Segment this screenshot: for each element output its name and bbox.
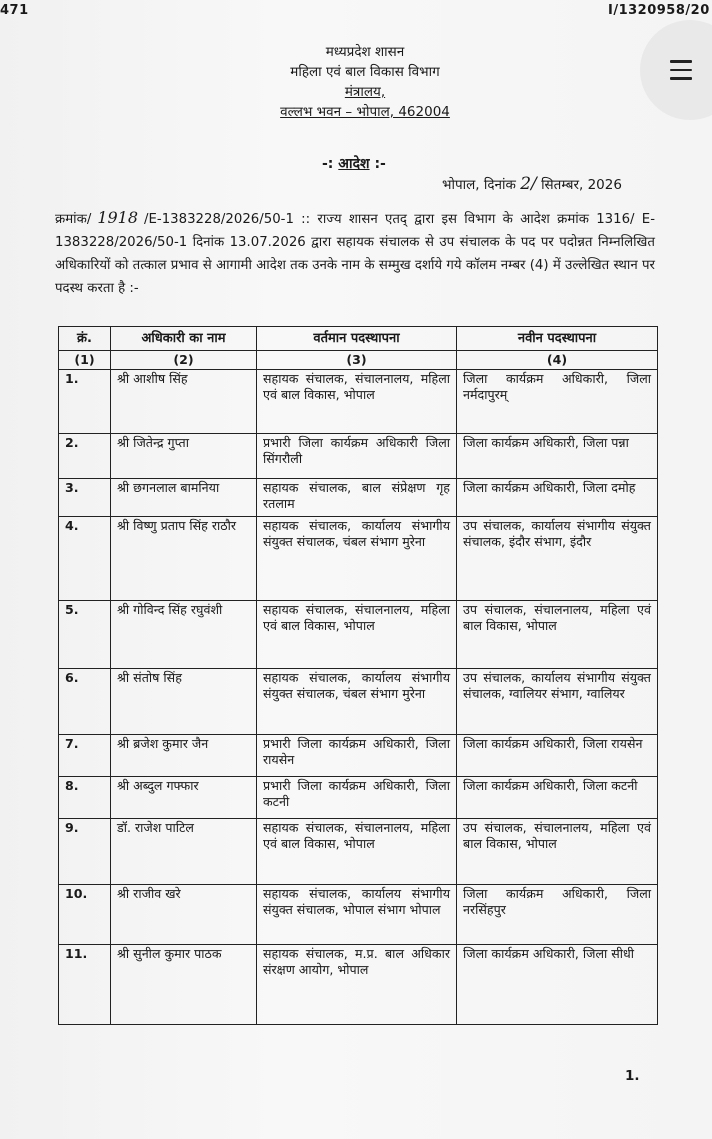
row-current-posting: प्रभारी जिला कार्यक्रम अधिकारी, जिला कटनी [257, 777, 457, 819]
table-row [59, 885, 658, 945]
row-current-posting: सहायक संचालक, म.प्र. बाल अधिकार संरक्षण आयोग, भोपाल [257, 945, 457, 1025]
posting-table [58, 326, 658, 1025]
row-officer-name: श्री आशीष सिंह [111, 370, 257, 434]
row-current-posting: सहायक संचालक, कार्यालय संभागीय संयुक्त संचालक, चंबल संभाग मुरेना [257, 517, 457, 601]
row-officer-name: श्री जितेन्द्र गुप्ता [111, 434, 257, 479]
corner-ref-right: I/1320958/20 [608, 3, 710, 18]
row-officer-name: श्री विष्णु प्रताप सिंह राठौर [111, 517, 257, 601]
row-officer-name: श्री ब्रजेश कुमार जैन [111, 735, 257, 777]
row-serial: 1. [59, 370, 111, 434]
row-officer-name: डॉ. राजेश पाटिल [111, 819, 257, 885]
order-number-label: क्रमांक/ [55, 212, 92, 227]
row-officer-name: श्री संतोष सिंह [111, 669, 257, 735]
row-serial: 7. [59, 735, 111, 777]
letterhead-ministry: मंत्रालय, [344, 84, 386, 100]
row-current-posting: सहायक संचालक, कार्यालय संभागीय संयुक्त संचालक, चंबल संभाग मुरेना [257, 669, 457, 735]
row-current-posting: सहायक संचालक, संचालनालय, महिला एवं बाल विकास, भोपाल [257, 601, 457, 669]
order-title-text: आदेश [338, 156, 370, 172]
table-row [59, 479, 658, 517]
order-title [322, 154, 386, 173]
row-officer-name: श्री सुनील कुमार पाठक [111, 945, 257, 1025]
column-number-row [59, 351, 658, 370]
row-new-posting: जिला कार्यक्रम अधिकारी, जिला सीधी [457, 945, 658, 1025]
row-new-posting: जिला कार्यक्रम अधिकारी, जिला पन्ना [457, 434, 658, 479]
header-current-posting: वर्तमान पदस्थापना [257, 327, 457, 351]
row-current-posting: प्रभारी जिला कार्यक्रम अधिकारी जिला सिंगरौली [257, 434, 457, 479]
table-row [59, 669, 658, 735]
handwritten-order-number: 1918 [97, 208, 139, 227]
corner-ref-left: 471 [0, 3, 29, 18]
letterhead [200, 42, 530, 122]
row-new-posting: उप संचालक, संचालनालय, महिला एवं बाल विकास, भोपाल [457, 819, 658, 885]
row-officer-name: श्री अब्दुल गफ्फार [111, 777, 257, 819]
table-row [59, 434, 658, 479]
table-row [59, 945, 658, 1025]
letterhead-address: वल्लभ भवन – भोपाल, 462004 [280, 104, 450, 120]
header-officer-name: अधिकारी का नाम [111, 327, 257, 351]
row-new-posting: उप संचालक, कार्यालय संभागीय संयुक्त संचालक, इंदौर संभाग, इंदौर [457, 517, 658, 601]
table-header-row [59, 327, 658, 351]
order-body-text: /E-1383228/2026/50-1 :: राज्य शासन एतद् द्वारा इस विभाग के आदेश क्रमांक 1316/ E-1383228/2026/50-1 दिनांक 13.07.2026 द्वारा सहायक संचालक से उप संचालक के पद पर पदोन्नत निम्नलिखित अधिकारियों को तत्काल प्रभाव से आगामी आदेश तक उनके नाम के सम्मुख दर्शाये गये कॉलम नम्बर (4) में उल्लेखित स्थान पर पदस्थ करता है :- [55, 212, 655, 296]
col-number-4: (4) [457, 351, 658, 370]
table-row [59, 601, 658, 669]
row-serial: 2. [59, 434, 111, 479]
row-officer-name: श्री छगनलाल बामनिया [111, 479, 257, 517]
row-current-posting: सहायक संचालक, कार्यालय संभागीय संयुक्त संचालक, भोपाल संभाग भोपाल [257, 885, 457, 945]
row-serial: 11. [59, 945, 111, 1025]
row-current-posting: सहायक संचालक, संचालनालय, महिला एवं बाल विकास, भोपाल [257, 370, 457, 434]
table-row [59, 517, 658, 601]
row-serial: 9. [59, 819, 111, 885]
header-new-posting: नवीन पदस्थापना [457, 327, 658, 351]
date-prefix: भोपाल, दिनांक [442, 177, 516, 193]
order-paragraph [55, 206, 655, 300]
row-new-posting: जिला कार्यक्रम अधिकारी, जिला दमोह [457, 479, 658, 517]
row-serial: 5. [59, 601, 111, 669]
row-officer-name: श्री राजीव खरे [111, 885, 257, 945]
date-suffix: सितम्बर, 2026 [541, 177, 622, 193]
col-number-1: (1) [59, 351, 111, 370]
table-row [59, 819, 658, 885]
row-new-posting: जिला कार्यक्रम अधिकारी, जिला रायसेन [457, 735, 658, 777]
row-serial: 10. [59, 885, 111, 945]
row-new-posting: जिला कार्यक्रम अधिकारी, जिला नर्मदापुरम् [457, 370, 658, 434]
letterhead-department: महिला एवं बाल विकास विभाग [290, 64, 440, 80]
order-date [442, 174, 622, 194]
page-number: 1. [625, 1068, 640, 1084]
hamburger-menu-icon[interactable] [670, 60, 692, 80]
row-serial: 6. [59, 669, 111, 735]
row-current-posting: प्रभारी जिला कार्यक्रम अधिकारी, जिला रायसेन [257, 735, 457, 777]
row-current-posting: सहायक संचालक, बाल संप्रेक्षण गृह रतलाम [257, 479, 457, 517]
row-current-posting: सहायक संचालक, संचालनालय, महिला एवं बाल विकास, भोपाल [257, 819, 457, 885]
row-serial: 4. [59, 517, 111, 601]
col-number-2: (2) [111, 351, 257, 370]
row-new-posting: जिला कार्यक्रम अधिकारी, जिला नरसिंहपुर [457, 885, 658, 945]
table-row [59, 777, 658, 819]
col-number-3: (3) [257, 351, 457, 370]
table-row [59, 370, 658, 434]
table-row [59, 735, 658, 777]
row-serial: 3. [59, 479, 111, 517]
row-new-posting: जिला कार्यक्रम अधिकारी, जिला कटनी [457, 777, 658, 819]
row-officer-name: श्री गोविन्द सिंह रघुवंशी [111, 601, 257, 669]
row-serial: 8. [59, 777, 111, 819]
handwritten-date: 2/ [520, 174, 537, 194]
header-serial: क्रं. [59, 327, 111, 351]
order-title-prefix: -: [322, 156, 334, 172]
row-new-posting: उप संचालक, कार्यालय संभागीय संयुक्त संचालक, ग्वालियर संभाग, ग्वालियर [457, 669, 658, 735]
row-new-posting: उप संचालक, संचालनालय, महिला एवं बाल विकास, भोपाल [457, 601, 658, 669]
order-title-suffix: :- [374, 156, 386, 172]
letterhead-government: मध्यप्रदेश शासन [325, 44, 405, 60]
